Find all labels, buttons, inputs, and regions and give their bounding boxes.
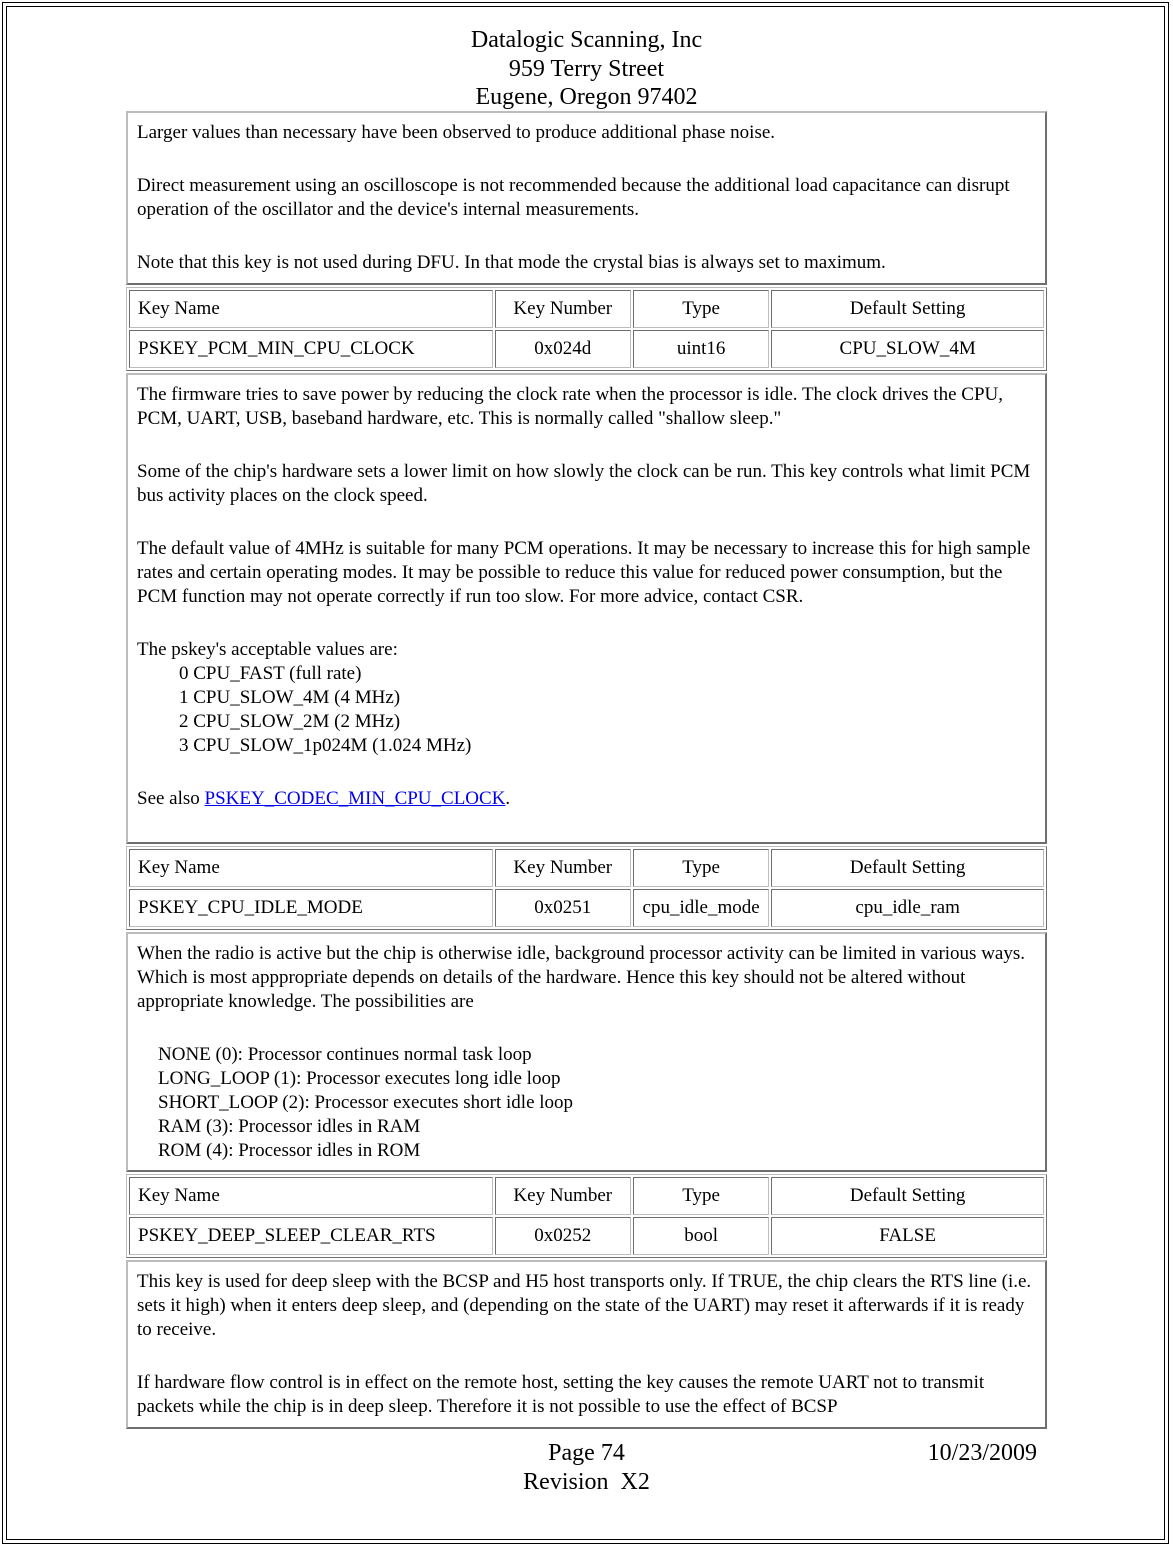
key-number-cell: 0x0252 <box>495 1217 631 1255</box>
page-number: Page 74 <box>548 1440 625 1466</box>
paragraph: If hardware flow control is in effect on the remote host, setting the key causes the remote UART not to transmit packets while the chip is in deep sleep. Therefore it is not possible to use the effect of BCSP <box>137 1372 985 1417</box>
header-key-name: Key Name <box>129 849 493 887</box>
paragraph: The default value of 4MHz is suitable for many PCM operations. It may be necessary to increase this for high sample rates and certain operating modes. It may be possible to reduce this value for reduced power consumption, but the PCM function may not operate correctly if run too slow. For more advice, contact CSR. <box>137 538 1031 607</box>
key-table <box>126 846 1047 930</box>
list-item: 1 CPU_SLOW_4M (4 MHz) <box>179 687 401 708</box>
header-default-setting: Default Setting <box>771 1177 1044 1215</box>
values-list <box>137 638 1037 758</box>
key-name-cell: PSKEY_PCM_MIN_CPU_CLOCK <box>129 330 493 368</box>
paragraph: This key is used for deep sleep with the BCSP and H5 host transports only. If TRUE, the chip clears the RTS line (i.e. sets it high) when it enters deep sleep, and (depending on the state of the UART) may reset it afterwards if it is ready to receive. <box>137 1271 1032 1340</box>
paragraph: Direct measurement using an oscilloscope is not recommended because the additional load capacitance can disrupt operation of the oscillator and the device's internal measurements. <box>137 175 1010 220</box>
company-city: Eugene, Oregon 97402 <box>475 84 698 110</box>
list-item: SHORT_LOOP (2): Processor executes short idle loop <box>158 1092 574 1113</box>
header-default-setting: Default Setting <box>771 290 1044 328</box>
document-content <box>126 111 1047 1431</box>
key-number-cell: 0x0251 <box>495 889 631 927</box>
list-item: 3 CPU_SLOW_1p024M (1.024 MHz) <box>179 735 472 756</box>
header-key-name: Key Name <box>129 290 493 328</box>
revision-label: Revision X2 <box>523 1469 650 1495</box>
paragraph: When the radio is active but the chip is otherwise idle, background processor activity can be limited in various ways. Which is most apppropriate depends on details of the hardware. Hence this key should not be altered without appropriate knowledge. The possibilities are <box>137 943 1025 1012</box>
key-table <box>126 1174 1047 1258</box>
default-setting-cell: CPU_SLOW_4M <box>771 330 1044 368</box>
header-key-number: Key Number <box>495 290 631 328</box>
header-key-number: Key Number <box>495 849 631 887</box>
paragraph: Larger values than necessary have been observed to produce additional phase noise. <box>137 122 776 143</box>
table-header-row <box>129 290 1044 328</box>
paragraph: Note that this key is not used during DFU. In that mode the crystal bias is always set to maximum. <box>137 252 886 273</box>
type-cell: bool <box>633 1217 769 1255</box>
document-header <box>0 26 1173 112</box>
type-cell: uint16 <box>633 330 769 368</box>
key-name-cell: PSKEY_CPU_IDLE_MODE <box>129 889 493 927</box>
description-block <box>126 373 1047 844</box>
key-name-cell: PSKEY_DEEP_SLEEP_CLEAR_RTS <box>129 1217 493 1255</box>
description-block <box>126 111 1047 285</box>
header-type: Type <box>633 849 769 887</box>
table-row <box>129 1217 1044 1255</box>
table-header-row <box>129 849 1044 887</box>
company-name: Datalogic Scanning, Inc <box>470 27 703 53</box>
default-setting-cell: FALSE <box>771 1217 1044 1255</box>
header-key-name: Key Name <box>129 1177 493 1215</box>
type-cell: cpu_idle_mode <box>633 889 769 927</box>
values-intro: The pskey's acceptable values are: <box>137 639 398 660</box>
table-row <box>129 889 1044 927</box>
company-street: 959 Terry Street <box>508 55 665 82</box>
key-number-cell: 0x024d <box>495 330 631 368</box>
list-item: 0 CPU_FAST (full rate) <box>179 663 362 684</box>
list-item: NONE (0): Processor continues normal task loop <box>158 1044 532 1065</box>
table-row <box>129 330 1044 368</box>
list-item: ROM (4): Processor idles in ROM <box>158 1140 421 1161</box>
paragraph: Some of the chip's hardware sets a lower limit on how slowly the clock can be run. This key controls what limit PCM bus activity places on the clock speed. <box>137 461 1031 506</box>
options-list <box>137 1043 1037 1163</box>
paragraph: The firmware tries to save power by reducing the clock rate when the processor is idle. The clock drives the CPU, PCM, UART, USB, baseband hardware, etc. This is normally called "shallow sleep." <box>137 384 1003 429</box>
list-item: LONG_LOOP (1): Processor executes long idle loop <box>158 1068 561 1089</box>
description-block <box>126 1260 1047 1429</box>
see-also <box>137 787 1037 811</box>
link-pskey-codec-min-cpu-clock[interactable]: PSKEY_CODEC_MIN_CPU_CLOCK <box>204 788 506 809</box>
see-also-prefix: See also <box>137 788 205 809</box>
header-type: Type <box>633 290 769 328</box>
list-item: RAM (3): Processor idles in RAM <box>158 1116 421 1137</box>
document-date: 10/23/2009 <box>927 1440 1037 1466</box>
table-header-row <box>129 1177 1044 1215</box>
header-default-setting: Default Setting <box>771 849 1044 887</box>
header-key-number: Key Number <box>495 1177 631 1215</box>
header-type: Type <box>633 1177 769 1215</box>
key-table <box>126 287 1047 371</box>
description-block <box>126 932 1047 1172</box>
default-setting-cell: cpu_idle_ram <box>771 889 1044 927</box>
see-also-suffix: . <box>505 788 511 809</box>
list-item: 2 CPU_SLOW_2M (2 MHz) <box>179 711 401 732</box>
